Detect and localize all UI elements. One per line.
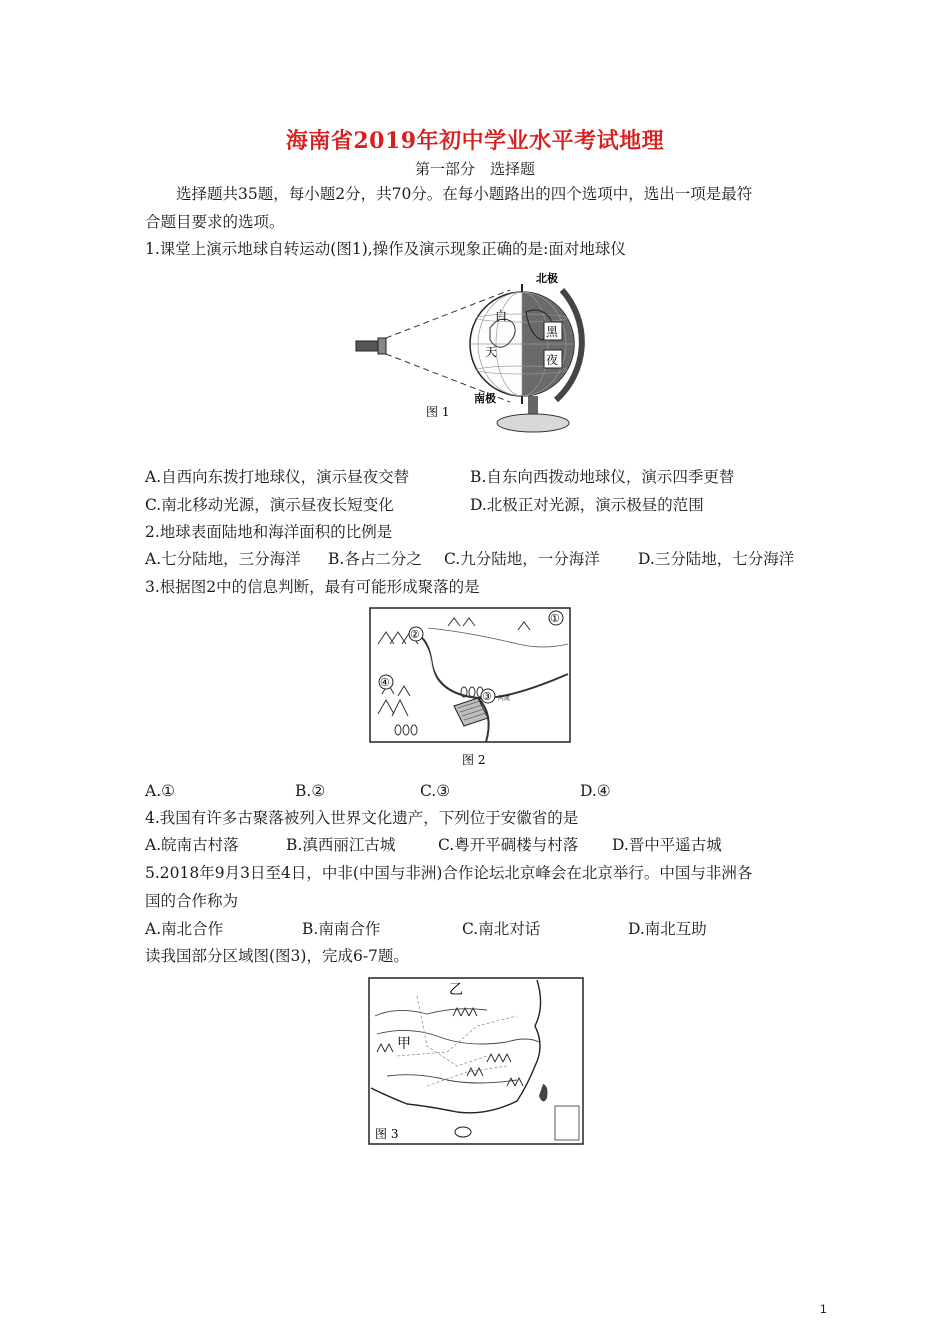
q4-option-a: A.皖南古村落 [145,836,239,854]
night-label-2: 夜 [546,353,559,367]
south-pole-label: 南极 [474,392,496,405]
day-label-1: 白 [495,309,508,323]
intro-line-2: 合题目要求的选项。 [145,213,285,231]
page-title: 海南省2019年初中学业水平考试地理 [285,128,665,154]
q3-option-c: C.③ [420,782,451,800]
flashlight-icon [356,341,378,351]
q3-option-a: A.① [145,782,176,800]
q5-stem-line-2: 国的合作称为 [145,892,239,910]
q1-stem: 1.课堂上演示地球自转运动(图1),操作及演示现象正确的是:面对地球仪 [145,240,626,258]
north-pole-label: 北极 [536,272,558,285]
q1-option-c: C.南北移动光源，演示昼夜长短变化 [145,496,394,514]
page-number: 1 [820,1302,827,1316]
q5-stem-line-1: 5.2018年9月3日至4日，中非(中国与非洲)合作论坛北京峰会在北京举行。中国与非洲各 [145,864,753,882]
q5-option-c: C.南北对话 [462,920,541,938]
marker-4: ④ [380,676,390,689]
figure-3-caption: 图 3 [375,1127,399,1141]
marker-3: ③ [482,690,492,703]
q4-option-b: B.滇西丽江古城 [286,836,396,854]
q4-option-d: D.晋中平遥古城 [612,836,722,854]
q4-option-c: C.粤开平碉楼与村落 [438,836,579,854]
q2-option-d: D.三分陆地，七分海洋 [638,550,795,568]
q5-option-a: A.南北合作 [145,920,224,938]
river-label: 河流 [498,695,511,702]
q3-stem: 3.根据图2中的信息判断，最有可能形成聚落的是 [145,578,480,596]
section-heading: 第一部分 选择题 [414,160,535,178]
region-label-yi: 乙 [449,982,463,998]
q2-stem: 2.地球表面陆地和海洋面积的比例是 [145,523,393,541]
day-label-2: 天 [485,345,498,359]
figure-1-globe [350,268,590,440]
figure-1-caption: 图 1 [426,405,450,419]
q2-option-a: A.七分陆地，三分海洋 [145,550,301,568]
q3-option-b: B.② [295,782,326,800]
figure-3-region-map [367,976,585,1146]
q1-option-a: A.自西向东拨打地球仪，演示昼夜交替 [145,468,410,486]
q2-option-b: B.各占二分之 [328,550,422,568]
q2-option-c: C.九分陆地，一分海洋 [444,550,600,568]
q1-option-b: B.自东向西拨动地球仪，演示四季更替 [470,468,735,486]
q5-option-d: D.南北互助 [628,920,707,938]
figure-2-settlement-map [368,604,574,774]
q4-stem: 4.我国有许多古聚落被列入世界文化遗产，下列位于安徽省的是 [145,809,579,827]
night-label-1: 黑 [546,325,559,339]
intro-line-1: 选择题共35题，每小题2分，共70分。在每小题路出的四个选项中，选出一项是最符 [176,185,753,203]
region-label-jia: 甲 [397,1036,411,1052]
marker-2: ② [410,628,420,641]
q3-option-d: D.④ [580,782,611,800]
marker-1: ① [550,612,560,625]
figure-2-caption: 图 2 [462,753,486,767]
q5-option-b: B.南南合作 [302,920,381,938]
q67-stem: 读我国部分区域图(图3)，完成6-7题。 [145,947,409,965]
q1-option-d: D.北极正对光源，演示极昼的范围 [470,496,704,514]
